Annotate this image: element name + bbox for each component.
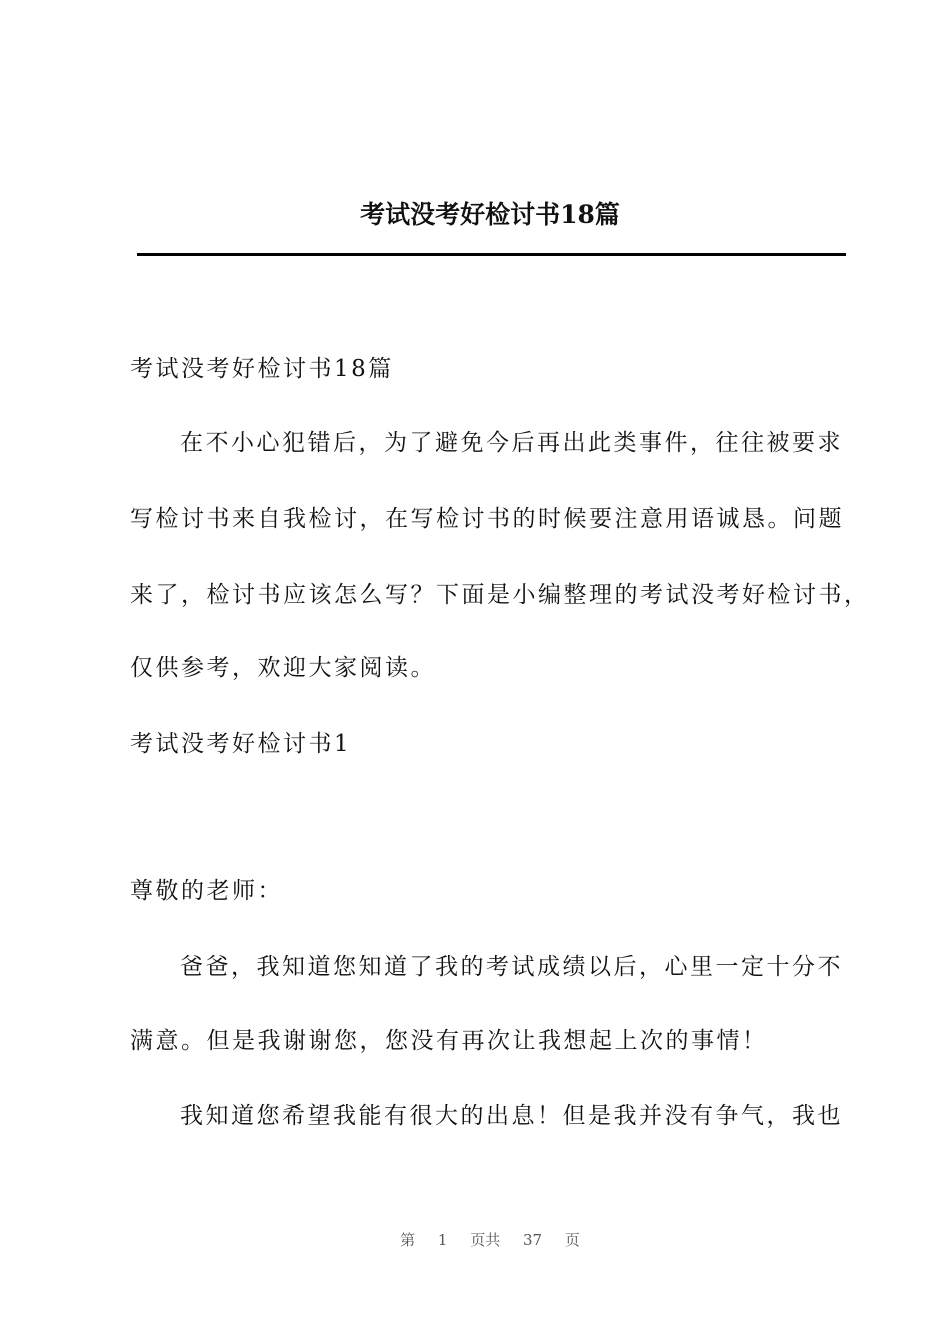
paragraph-line: 仅供参考，欢迎大家阅读。 — [130, 655, 436, 681]
paragraph-line: 写检讨书来自我检讨，在写检讨书的时候要注意用语诚恳。问题 — [130, 506, 844, 532]
section-heading: 考试没考好检讨书1 — [130, 731, 352, 757]
document-title: 考试没考好检讨书18篇 — [360, 200, 620, 229]
page-footer — [0, 1229, 950, 1250]
subtitle-line: 考试没考好检讨书18篇 — [130, 356, 394, 382]
title-underline — [137, 253, 846, 256]
footer-page-number: 1 — [437, 1231, 448, 1249]
salutation: 尊敬的老师： — [130, 878, 283, 904]
footer-total-label: 页共 — [470, 1231, 501, 1249]
paragraph-line: 在不小心犯错后，为了避免今后再出此类事件，往往被要求 — [180, 430, 843, 456]
footer-page-suffix: 页 — [564, 1231, 580, 1249]
paragraph-line: 爸爸，我知道您知道了我的考试成绩以后，心里一定十分不 — [180, 954, 843, 980]
paragraph-line: 来了，检讨书应该怎么写？下面是小编整理的考试没考好检讨书， — [130, 582, 870, 608]
paragraph-line: 我知道您希望我能有很大的出息！但是我并没有争气，我也 — [180, 1103, 843, 1129]
footer-total-pages: 37 — [523, 1231, 543, 1249]
paragraph-line: 满意。但是我谢谢您，您没有再次让我想起上次的事情！ — [130, 1028, 768, 1054]
footer-page-label: 第 — [400, 1231, 416, 1249]
